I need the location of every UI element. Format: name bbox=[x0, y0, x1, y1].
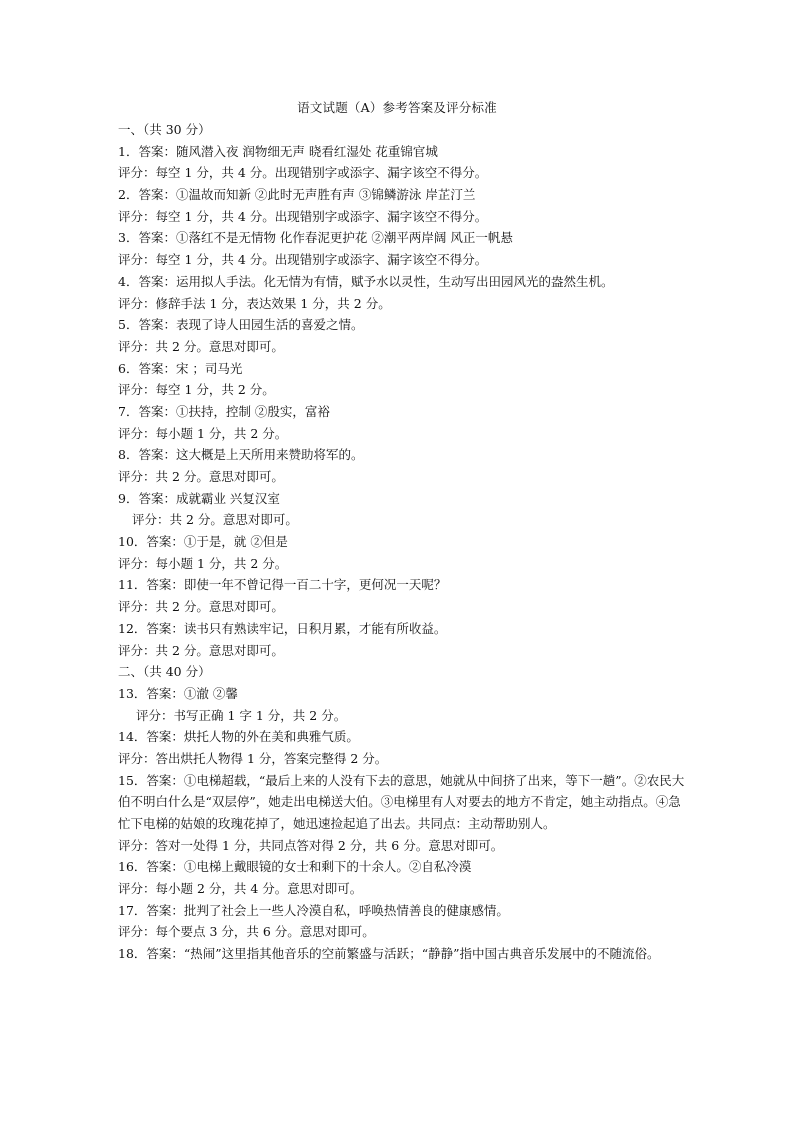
scoring-line: 评分：书写正确 1 字 1 分，共 2 分。 bbox=[136, 707, 347, 723]
answer-line: 4．答案：运用拟人手法。化无情为有情，赋予水以灵性，生动写出田园风光的盎然生机。 bbox=[118, 273, 614, 289]
scoring-line: 评分：答出烘托人物得 1 分，答案完整得 2 分。 bbox=[118, 750, 388, 766]
scoring-line: 评分：每空 1 分，共 4 分。出现错别字或添字、漏字该空不得分。 bbox=[118, 252, 488, 268]
section-heading-2: 二、（共 40 分） bbox=[118, 664, 211, 680]
answer-line: 9．答案：成就霸业 兴复汉室 bbox=[118, 490, 280, 506]
answer-line: 5．答案：表现了诗人田园生活的喜爱之情。 bbox=[118, 317, 364, 333]
scoring-line: 评分：每小题 1 分，共 2 分。 bbox=[118, 555, 288, 571]
scoring-line: 评分：每空 1 分，共 2 分。 bbox=[118, 382, 275, 398]
scoring-line: 评分：共 2 分。意思对即可。 bbox=[118, 642, 284, 658]
answer-line: 16．答案：①电梯上戴眼镜的女士和剩下的十余人。②自私冷漠 bbox=[118, 859, 472, 875]
answer-line: 10．答案：①于是，就 ②但是 bbox=[118, 534, 288, 550]
answer-line: 3．答案：①落红不是无情物 化作春泥更护花 ②潮平两岸阔 风正一帆悬 bbox=[118, 230, 513, 246]
scoring-line: 评分：共 2 分。意思对即可。 bbox=[118, 469, 284, 484]
answer-line: 11．答案：即使一年不曾记得一百二十字，更何况一天呢？ bbox=[118, 577, 447, 593]
answer-paragraph: 15．答案：①电梯超载，“最后上来的人没有下去的意思，她就从中间挤了出来，等下一趟”。②农民大伯不明白什么是“双层停”，她走出电梯送大伯。③电梯里有人对要去的地方不肯定，她主动指点。④急忙下电梯的姑娘的玫瑰花掉了，她迅速捡起追了出去。共同点：主动帮助别人。 bbox=[118, 772, 685, 832]
scoring-line: 评分：共 2 分。意思对即可。 bbox=[132, 512, 298, 528]
scoring-line: 评分：每小题 1 分，共 2 分。 bbox=[118, 425, 288, 441]
answer-line: 8．答案：这大概是上天所用来赞助将军的。 bbox=[118, 447, 364, 463]
scoring-line: 评分：答对一处得 1 分，共同点答对得 2 分，共 6 分。意思对即可。 bbox=[118, 837, 504, 853]
scoring-line: 评分：每空 1 分，共 4 分。出现错别字或添字、漏字该空不得分。 bbox=[118, 208, 488, 224]
answer-line: 1．答案：随风潜入夜 润物细无声 晓看红湿处 花重锦官城 bbox=[118, 143, 438, 159]
scoring-line: 评分：共 2 分。意思对即可。 bbox=[118, 599, 284, 615]
scoring-line: 评分：每个要点 3 分，共 6 分。意思对即可。 bbox=[118, 924, 375, 940]
answer-line: 12．答案：读书只有熟读牢记，日积月累，才能有所收益。 bbox=[118, 620, 447, 636]
scoring-line: 评分：修辞手法 1 分，表达效果 1 分，共 2 分。 bbox=[118, 295, 391, 311]
answer-line: 7．答案：①扶持，控制 ②殷实，富裕 bbox=[118, 403, 330, 419]
answer-paragraph: 18．答案：“热闹”这里指其他音乐的空前繁盛与活跃；“静静”指中国古典音乐发展中的不随流俗。 bbox=[118, 946, 660, 962]
section-heading-1: 一、（共 30 分） bbox=[118, 122, 211, 137]
answer-line: 17．答案：批判了社会上一些人冷漠自私，呼唤热情善良的健康感情。 bbox=[118, 902, 509, 918]
scoring-line: 评分：每小题 2 分，共 4 分。意思对即可。 bbox=[118, 881, 363, 897]
document-title: 语文试题（A）参考答案及评分标准 bbox=[297, 100, 497, 115]
scoring-line: 评分：共 2 分。意思对即可。 bbox=[118, 338, 284, 354]
answer-line: 13．答案：①澈 ②馨 bbox=[118, 685, 238, 701]
answer-line: 2．答案：①温故而知新 ②此时无声胜有声 ③锦鳞游泳 岸芷汀兰 bbox=[118, 187, 476, 203]
scoring-line: 评分：每空 1 分，共 4 分。出现错别字或添字、漏字该空不得分。 bbox=[118, 165, 488, 181]
answer-line: 6．答案：宋 ；司马光 bbox=[118, 360, 243, 376]
answer-line: 14．答案：烘托人物的外在美和典雅气质。 bbox=[118, 729, 359, 745]
document-body bbox=[118, 119, 688, 965]
